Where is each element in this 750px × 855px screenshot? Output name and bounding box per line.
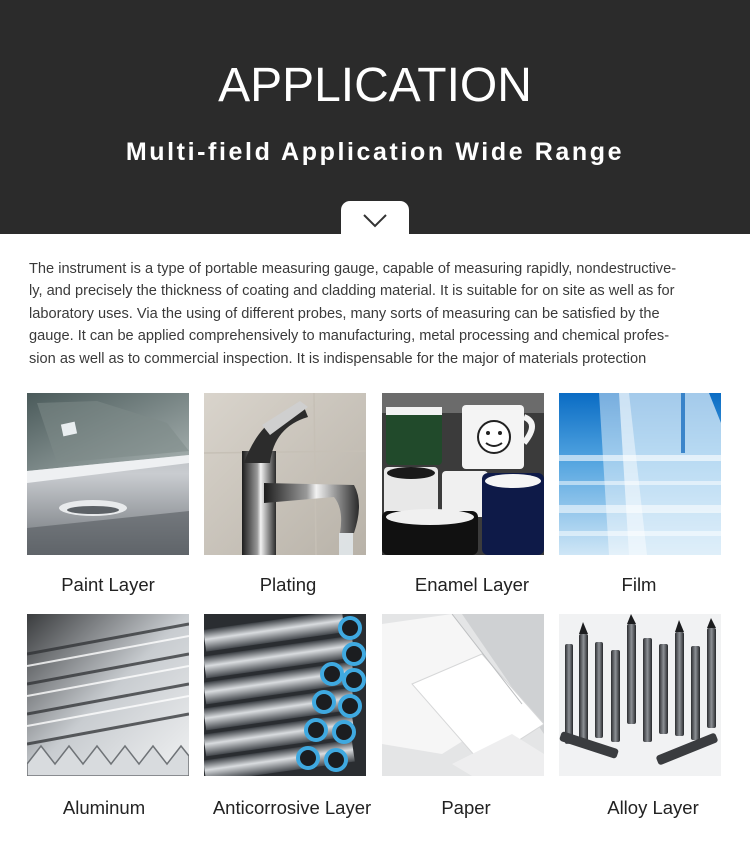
- description-line: gauge. It can be applied comprehensively to manufacturing, metal processing and chemical profes-: [29, 328, 670, 345]
- description-line: The instrument is a type of portable measuring gauge, capable of measuring rapidly, nondestructive-: [29, 261, 677, 277]
- description-line: sion as well as to commercial inspection. It is indispensable for the major of materials protection: [29, 350, 647, 367]
- corrugated-aluminum-photo: [27, 614, 189, 776]
- chevron-down-icon: [362, 212, 388, 230]
- description: [29, 258, 729, 370]
- page-subtitle: Multi-field Application Wide Range: [125, 138, 625, 166]
- plastic-film-photo: [559, 393, 721, 555]
- caption-enamel-layer: Enamel Layer: [414, 574, 530, 595]
- page-title: APPLICATION: [218, 59, 532, 112]
- caption-aluminum: Aluminum: [62, 797, 146, 818]
- paper-sheets-photo: [382, 614, 544, 776]
- caption-anticorrosive-layer: Anticorrosive Layer: [212, 797, 372, 818]
- alloy-cutters-photo: [559, 614, 721, 776]
- enamel-mugs-photo: [382, 393, 544, 555]
- caption-film: Film: [621, 574, 657, 595]
- description-line: ly, and precisely the thickness of coating and cladding material. It is suitable for on site as well as for: [29, 283, 675, 300]
- car-door-photo: [27, 393, 189, 555]
- caption-plating: Plating: [259, 574, 317, 595]
- caption-paper: Paper: [441, 797, 491, 818]
- header-banner: [0, 0, 750, 234]
- scroll-down-tab[interactable]: [341, 201, 409, 241]
- description-line: laboratory uses. Via the using of different probes, many sorts of measuring can be satisfied by the: [29, 305, 660, 322]
- caption-paint-layer: Paint Layer: [61, 574, 155, 595]
- caption-alloy-layer: Alloy Layer: [607, 797, 699, 818]
- chrome-faucet-photo: [204, 393, 366, 555]
- steel-pipes-photo: [204, 614, 366, 776]
